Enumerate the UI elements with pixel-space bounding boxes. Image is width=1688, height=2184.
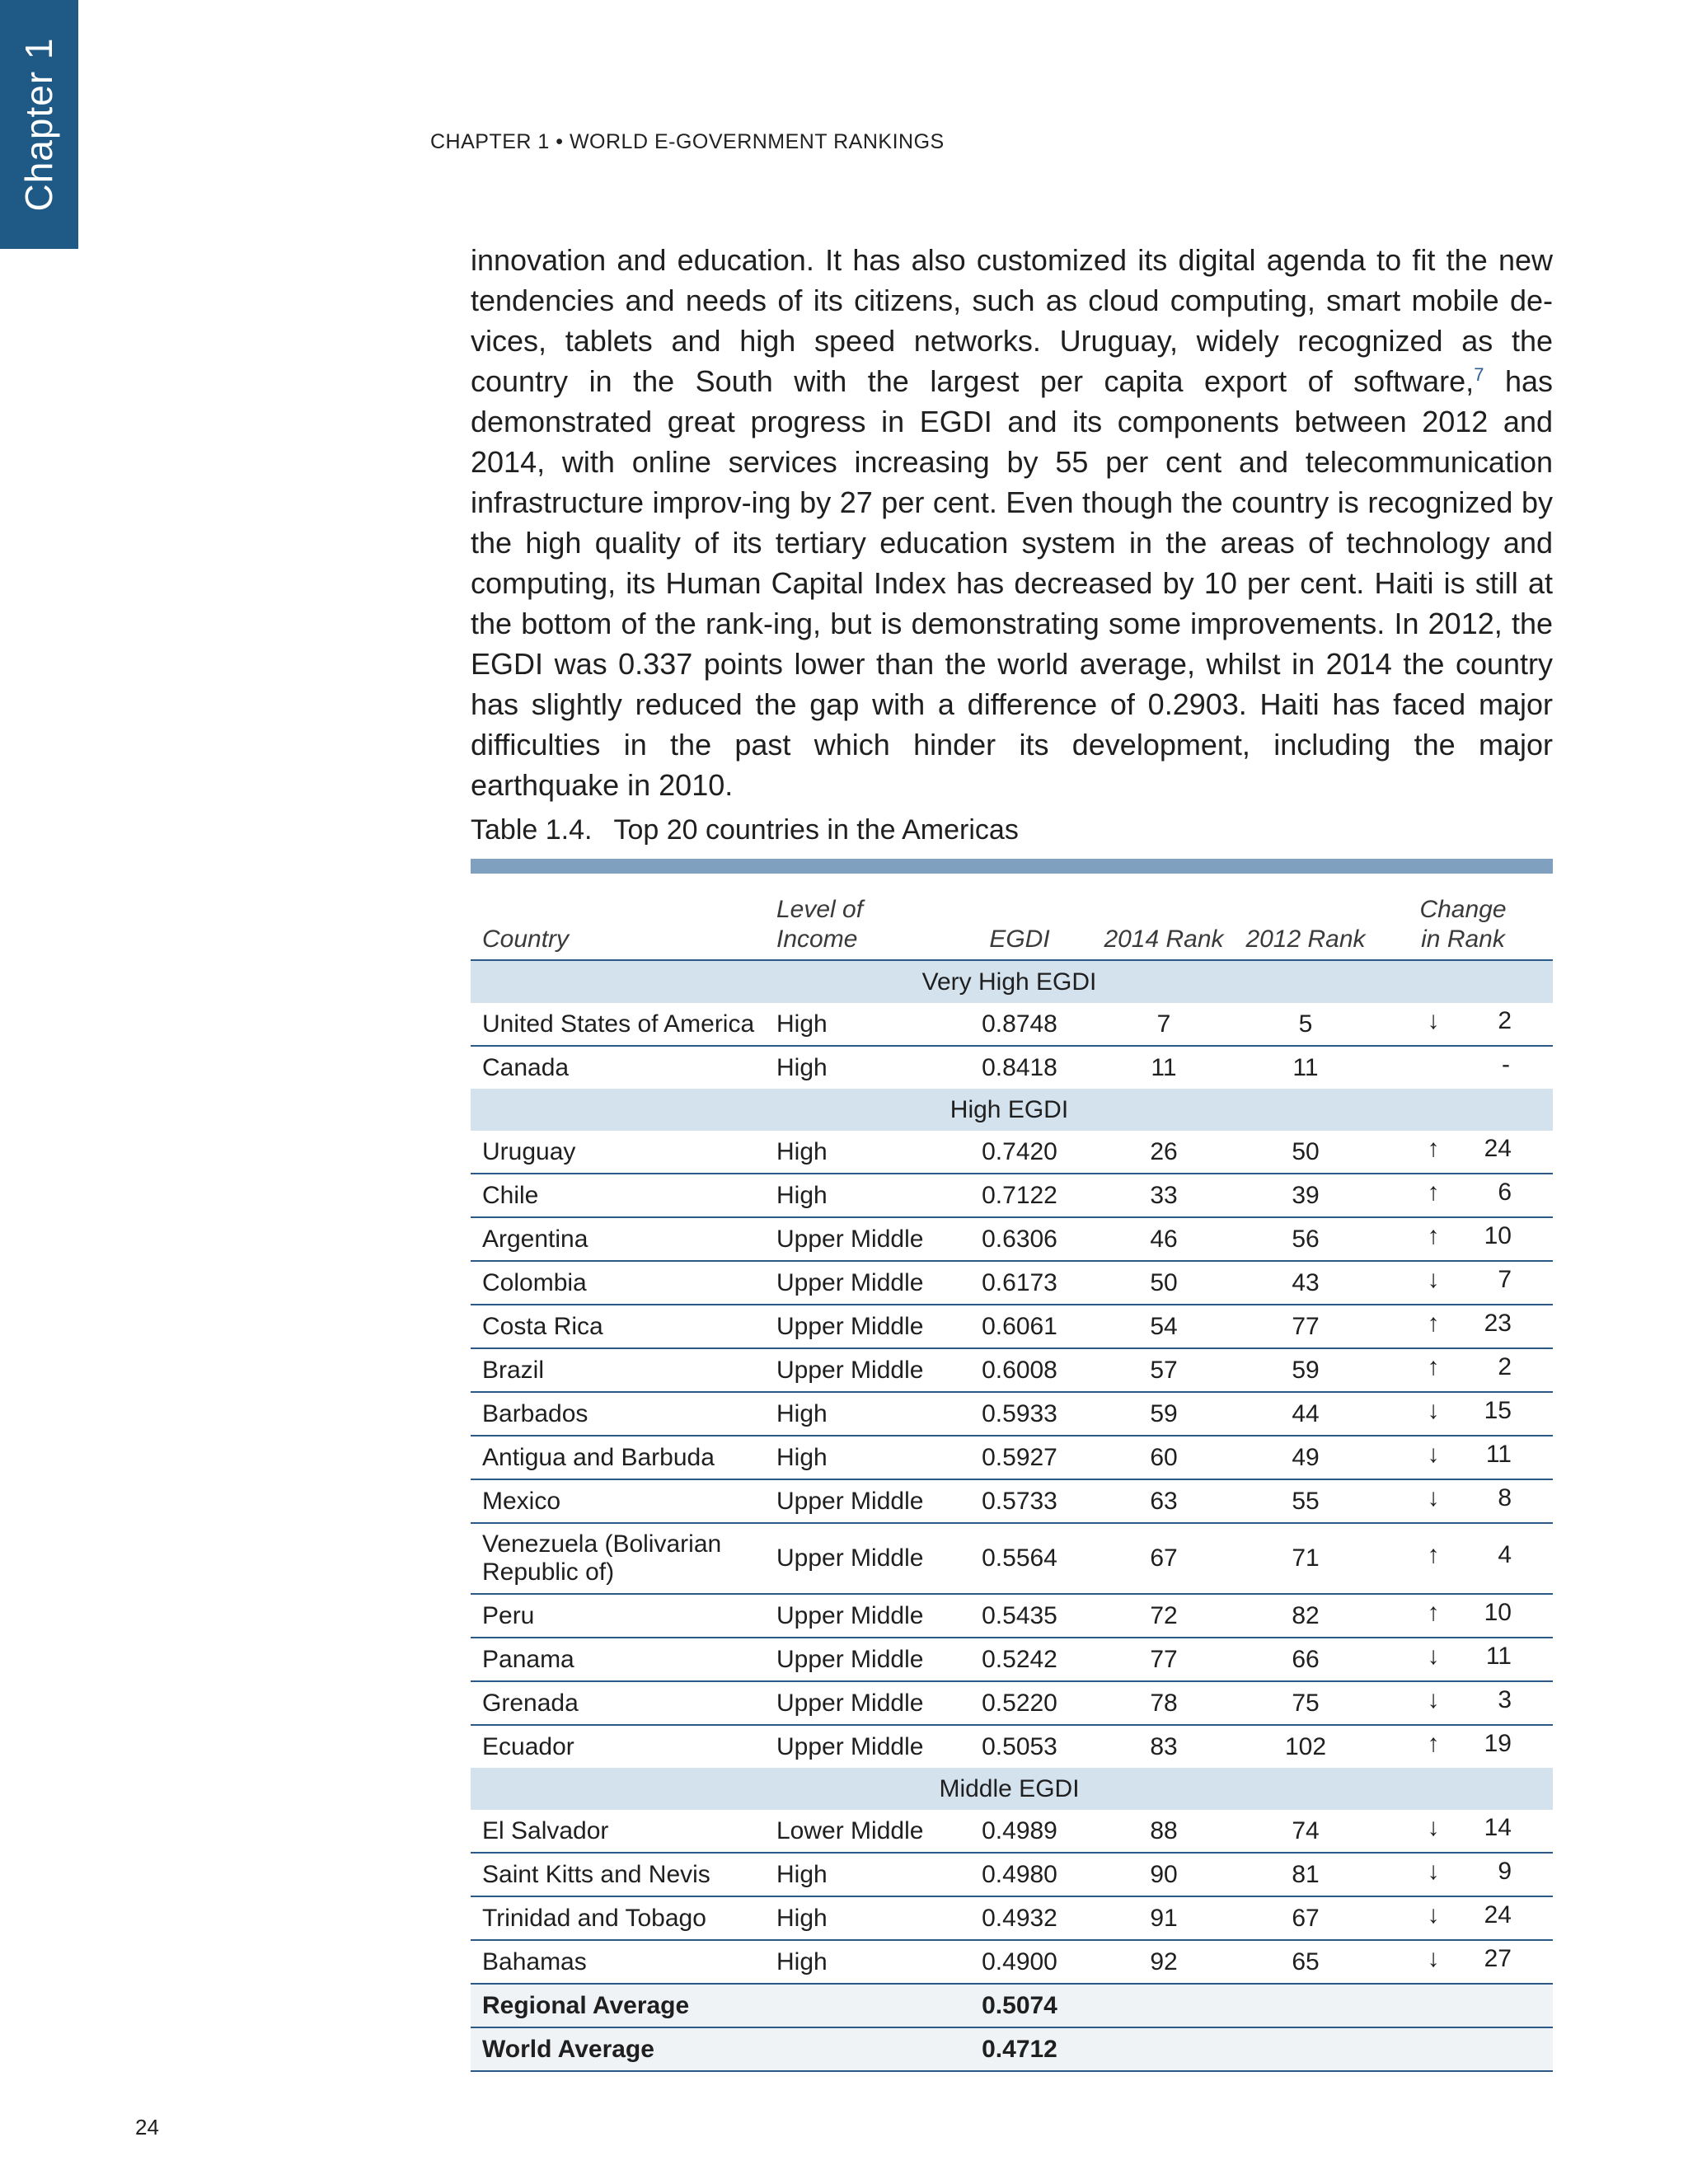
cell-egdi: 0.4932	[950, 1896, 1095, 1940]
cell-country: Antigua and Barbuda	[471, 1436, 765, 1479]
cell-rank-2012: 50	[1238, 1131, 1378, 1174]
cell-rank-2012: 55	[1238, 1479, 1378, 1523]
summary-income-empty	[765, 1984, 950, 2027]
cell-rank-2014: 78	[1095, 1681, 1238, 1725]
summary-row	[471, 1984, 1553, 2027]
change-wrap	[1378, 1686, 1553, 1714]
cell-rank-2014: 92	[1095, 1940, 1238, 1984]
arrow-down-icon: ↓	[1427, 1265, 1440, 1293]
change-value: 2	[1498, 1006, 1512, 1034]
cell-rank-2014: 54	[1095, 1305, 1238, 1348]
change-wrap	[1378, 1266, 1553, 1294]
cell-income: Upper Middle	[765, 1594, 950, 1638]
change-wrap	[1378, 1814, 1553, 1842]
change-value: 11	[1485, 1440, 1512, 1468]
cell-rank-2012: 67	[1238, 1896, 1378, 1940]
change-value: 6	[1498, 1178, 1512, 1206]
summary-income-empty	[765, 2027, 950, 2071]
cell-country: Costa Rica	[471, 1305, 765, 1348]
change-wrap	[1378, 1397, 1553, 1425]
cell-country: Peru	[471, 1594, 765, 1638]
cell-country: Bahamas	[471, 1940, 765, 1984]
change-wrap	[1378, 1541, 1553, 1569]
cell-rank-2014: 11	[1151, 1053, 1177, 1081]
change-value: 23	[1484, 1309, 1512, 1337]
table-caption-title: Top 20 countries in the Americas	[613, 814, 1019, 846]
cell-income: High	[776, 1053, 828, 1081]
summary-empty-2014	[1095, 1984, 1238, 2027]
cell-egdi: 0.4989	[950, 1810, 1095, 1853]
cell-country: Panama	[471, 1638, 765, 1681]
cell-income: Upper Middle	[765, 1261, 950, 1305]
header-country: Country	[471, 874, 765, 960]
table-row	[471, 1638, 1553, 1681]
cell-income: Upper Middle	[765, 1681, 950, 1725]
cell-country: Uruguay	[471, 1131, 765, 1174]
cell-egdi: 0.5053	[982, 1732, 1057, 1760]
change-wrap	[1378, 1730, 1553, 1758]
table-row	[471, 1594, 1553, 1638]
cell-income: Upper Middle	[765, 1217, 950, 1261]
cell-income: High	[765, 1896, 950, 1940]
cell-rank-2014: 7	[1095, 1003, 1238, 1046]
cell-rank-2012: 71	[1238, 1523, 1378, 1594]
table-top-bar	[471, 859, 1553, 874]
change-value: 27	[1484, 1944, 1512, 1972]
table-row	[471, 1046, 1553, 1089]
cell-egdi: 0.5927	[950, 1436, 1095, 1479]
header-change-line-2: in Rank	[1421, 926, 1505, 953]
table-row	[471, 1003, 1553, 1046]
change-value: -	[1502, 1050, 1510, 1078]
cell-rank-2014: 77	[1095, 1638, 1238, 1681]
cell-change	[1378, 1594, 1553, 1638]
cell-egdi: 0.8748	[950, 1003, 1095, 1046]
cell-rank-2012: 59	[1238, 1348, 1378, 1392]
body-text-part-1: innovation and education. It has also customized its digital agenda to fit the new tendencies and needs of its citizens, such as cloud computing, smart mobile de-vices, tablets and high speed networks. Uruguay, widely recognized as the country in the South with the largest per capita export of software,	[471, 243, 1553, 398]
table-caption	[471, 814, 1019, 846]
cell-rank-2014: 26	[1095, 1131, 1238, 1174]
page-number: 24	[135, 2115, 159, 2139]
cell-income: Upper Middle	[765, 1638, 950, 1681]
group-label: Middle EGDI	[471, 1768, 1553, 1810]
cell-income: High	[765, 1174, 950, 1217]
arrow-down-icon: ↓	[1427, 1006, 1440, 1034]
cell-change	[1378, 1638, 1553, 1681]
cell-country: Saint Kitts and Nevis	[471, 1853, 765, 1896]
summary-row	[471, 2027, 1553, 2071]
cell-egdi: 0.5220	[950, 1681, 1095, 1725]
change-wrap	[1378, 1353, 1553, 1381]
summary-egdi: 0.5074	[950, 1984, 1095, 2027]
cell-rank-2014: 59	[1095, 1392, 1238, 1436]
footnote-reference[interactable]: 7	[1474, 364, 1484, 385]
cell-rank-2014: 60	[1095, 1436, 1238, 1479]
header-rank-2012: 2012 Rank	[1238, 874, 1378, 960]
table-row	[471, 1725, 1553, 1768]
cell-change	[1378, 1131, 1553, 1174]
table-row	[471, 1261, 1553, 1305]
change-value: 10	[1484, 1598, 1512, 1626]
running-head: CHAPTER 1 • WORLD E-GOVERNMENT RANKINGS	[430, 130, 945, 153]
summary-empty-2012	[1238, 2027, 1378, 2071]
cell-rank-2012: 39	[1238, 1174, 1378, 1217]
cell-change	[1378, 1217, 1553, 1261]
change-wrap	[1378, 1599, 1553, 1627]
cell-income: High	[765, 1940, 950, 1984]
arrow-up-icon: ↑	[1427, 1598, 1440, 1626]
summary-egdi: 0.4712	[950, 2027, 1095, 2071]
cell-rank-2014: 90	[1095, 1853, 1238, 1896]
cell-egdi: 0.5933	[950, 1392, 1095, 1436]
table-row	[471, 1940, 1553, 1984]
cell-egdi: 0.8418	[982, 1053, 1057, 1081]
chapter-tab-label: Chapter 1	[17, 37, 60, 212]
group-label: Very High EGDI	[471, 960, 1553, 1003]
group-row	[471, 960, 1553, 1003]
arrow-up-icon: ↑	[1427, 1541, 1440, 1568]
summary-empty-2012	[1238, 1984, 1378, 2027]
body-text-part-2: has demonstrated great progress in EGDI and its components between 2012 and 2014, with online services increasing by 55 per cent and telecommunication infrastructure improv-ing by 27 per cent. Even though the country is recognized by the high quality of its tertiary education system in the areas of technology and computing, its Human Capital Index has decreased by 10 per cent. Haiti is still at the bottom of the rank-ing, but is demonstrating some improvements. In 2012, the EGDI was 0.337 points lower than the world average, whilst in 2014 the country has slightly reduced the gap with a difference of 0.2903. Haiti has faced major difficulties in the past which hinder its development, including the major earthquake in 2010.	[471, 364, 1553, 802]
group-row	[471, 1768, 1553, 1810]
cell-change	[1378, 1305, 1553, 1348]
cell-rank-2012: 49	[1238, 1436, 1378, 1479]
change-value: 15	[1484, 1396, 1512, 1424]
cell-rank-2014: 88	[1095, 1810, 1238, 1853]
header-income: Level of Income	[765, 874, 950, 960]
cell-egdi: 0.4980	[950, 1853, 1095, 1896]
table-header-row	[471, 874, 1553, 960]
group-label: High EGDI	[471, 1089, 1553, 1131]
cell-rank-2014: 63	[1095, 1479, 1238, 1523]
cell-rank-2012: 75	[1238, 1681, 1378, 1725]
table-row	[471, 1681, 1553, 1725]
arrow-down-icon: ↓	[1427, 1685, 1440, 1713]
cell-rank-2014: 33	[1095, 1174, 1238, 1217]
cell-income: Upper Middle	[765, 1479, 950, 1523]
arrow-up-icon: ↑	[1427, 1134, 1440, 1162]
summary-empty-change	[1378, 2027, 1553, 2071]
cell-income: High	[765, 1003, 950, 1046]
change-wrap	[1378, 1007, 1553, 1035]
arrow-up-icon: ↑	[1427, 1178, 1440, 1206]
cell-rank-2014: 46	[1095, 1217, 1238, 1261]
cell-country: United States of America	[471, 1003, 765, 1046]
cell-country: Barbados	[471, 1392, 765, 1436]
arrow-down-icon: ↓	[1427, 1813, 1440, 1841]
cell-egdi: 0.5564	[950, 1523, 1095, 1594]
arrow-down-icon: ↓	[1427, 1900, 1440, 1929]
cell-change	[1378, 1479, 1553, 1523]
cell-income: Upper Middle	[765, 1305, 950, 1348]
table-row	[471, 1810, 1553, 1853]
cell-egdi: 0.7420	[950, 1131, 1095, 1174]
table-row	[471, 1217, 1553, 1261]
change-wrap	[1378, 1484, 1553, 1512]
cell-rank-2012: 11	[1292, 1053, 1319, 1081]
cell-egdi: 0.7122	[950, 1174, 1095, 1217]
cell-egdi: 0.6061	[950, 1305, 1095, 1348]
cell-egdi: 0.6173	[950, 1261, 1095, 1305]
cell-rank-2012: 65	[1238, 1940, 1378, 1984]
table-row	[471, 1131, 1553, 1174]
arrow-down-icon: ↓	[1427, 1944, 1440, 1972]
table-row	[471, 1392, 1553, 1436]
cell-country: El Salvador	[471, 1810, 765, 1853]
arrow-down-icon: ↓	[1427, 1440, 1440, 1468]
header-change-line-1: Change	[1419, 896, 1507, 923]
header-rank-2014: 2014 Rank	[1095, 874, 1238, 960]
table-row	[471, 1479, 1553, 1523]
arrow-up-icon: ↑	[1427, 1352, 1440, 1380]
summary-label: World Average	[471, 2027, 765, 2071]
cell-change	[1378, 1810, 1553, 1853]
cell-country: Mexico	[471, 1479, 765, 1523]
change-value: 8	[1498, 1483, 1512, 1511]
cell-rank-2012: 81	[1238, 1853, 1378, 1896]
change-wrap	[1378, 1441, 1553, 1469]
table-row	[471, 1305, 1553, 1348]
change-value: 11	[1485, 1642, 1512, 1670]
chapter-tab	[0, 0, 78, 249]
change-value: 9	[1498, 1857, 1512, 1885]
cell-country: Venezuela (Bolivarian Republic of)	[471, 1523, 765, 1594]
cell-egdi: 0.5435	[950, 1594, 1095, 1638]
table-row	[471, 1523, 1553, 1594]
arrow-down-icon: ↓	[1427, 1642, 1440, 1670]
cell-country: Brazil	[471, 1348, 765, 1392]
arrow-down-icon: ↓	[1427, 1483, 1440, 1511]
cell-rank-2012: 66	[1238, 1638, 1378, 1681]
cell-income: Upper Middle	[765, 1523, 950, 1594]
cell-egdi: 0.5242	[950, 1638, 1095, 1681]
summary-empty-2014	[1095, 2027, 1238, 2071]
summary-label: Regional Average	[471, 1984, 765, 2027]
cell-country: Chile	[471, 1174, 765, 1217]
cell-rank-2014: 91	[1095, 1896, 1238, 1940]
cell-egdi: 0.4900	[950, 1940, 1095, 1984]
cell-rank-2014: 67	[1095, 1523, 1238, 1594]
arrow-up-icon: ↑	[1427, 1729, 1440, 1757]
cell-rank-2012: 102	[1284, 1732, 1327, 1760]
cell-rank-2012: 77	[1238, 1305, 1378, 1348]
cell-egdi: 0.5733	[950, 1479, 1095, 1523]
cell-income: Upper Middle	[765, 1348, 950, 1392]
table-row	[471, 1174, 1553, 1217]
table-row	[471, 1896, 1553, 1940]
cell-change	[1378, 1261, 1553, 1305]
cell-country: Trinidad and Tobago	[471, 1896, 765, 1940]
group-row	[471, 1089, 1553, 1131]
change-wrap	[1378, 1310, 1553, 1338]
cell-rank-2012: 56	[1238, 1217, 1378, 1261]
change-wrap	[1378, 1643, 1553, 1671]
cell-country: Ecuador	[482, 1732, 574, 1760]
change-wrap	[1378, 1179, 1553, 1207]
cell-change	[1378, 1003, 1553, 1046]
change-wrap	[1378, 1135, 1553, 1163]
cell-rank-2014: 72	[1095, 1594, 1238, 1638]
cell-egdi: 0.6306	[950, 1217, 1095, 1261]
cell-change	[1378, 1523, 1553, 1594]
cell-country: Grenada	[471, 1681, 765, 1725]
cell-rank-2012: 44	[1238, 1392, 1378, 1436]
cell-change	[1378, 1348, 1553, 1392]
summary-empty-change	[1378, 1984, 1553, 2027]
cell-income: Lower Middle	[765, 1810, 950, 1853]
header-egdi: EGDI	[950, 874, 1095, 960]
arrow-up-icon: ↑	[1427, 1221, 1440, 1249]
change-value: 24	[1484, 1134, 1512, 1162]
cell-rank-2014: 57	[1095, 1348, 1238, 1392]
cell-rank-2012: 5	[1238, 1003, 1378, 1046]
cell-country: Colombia	[471, 1261, 765, 1305]
cell-change	[1378, 1436, 1553, 1479]
cell-egdi: 0.6008	[950, 1348, 1095, 1392]
cell-rank-2012: 82	[1238, 1594, 1378, 1638]
body-paragraph	[471, 240, 1553, 805]
table-body	[471, 960, 1553, 2071]
countries-table	[471, 874, 1553, 2072]
change-wrap	[1378, 1901, 1553, 1929]
change-value: 14	[1484, 1813, 1512, 1841]
cell-income: High	[765, 1392, 950, 1436]
cell-income: Upper Middle	[776, 1732, 924, 1760]
cell-country: Canada	[482, 1053, 570, 1081]
table-row	[471, 1348, 1553, 1392]
table-row	[471, 1436, 1553, 1479]
cell-change	[1378, 1681, 1553, 1725]
header-change	[1378, 874, 1553, 960]
cell-rank-2012: 74	[1238, 1810, 1378, 1853]
change-value: 7	[1498, 1265, 1512, 1293]
change-value: 24	[1484, 1900, 1512, 1929]
cell-change	[1378, 1174, 1553, 1217]
change-wrap	[1378, 1945, 1553, 1973]
change-wrap	[1378, 1051, 1553, 1079]
change-value: 2	[1498, 1352, 1512, 1380]
change-value: 19	[1484, 1729, 1512, 1757]
arrow-down-icon: ↓	[1427, 1857, 1440, 1885]
cell-change	[1378, 1940, 1553, 1984]
cell-change	[1378, 1046, 1553, 1089]
table-caption-number: Table 1.4.	[471, 814, 593, 846]
change-value: 3	[1498, 1685, 1512, 1713]
change-wrap	[1378, 1222, 1553, 1250]
cell-rank-2014: 83	[1150, 1732, 1178, 1760]
change-value: 4	[1498, 1541, 1512, 1568]
arrow-up-icon: ↑	[1427, 1309, 1440, 1337]
cell-change	[1378, 1896, 1553, 1940]
cell-income: High	[765, 1131, 950, 1174]
cell-country: Argentina	[471, 1217, 765, 1261]
cell-income: High	[765, 1436, 950, 1479]
change-value: 10	[1484, 1221, 1512, 1249]
arrow-down-icon: ↓	[1427, 1396, 1440, 1424]
table-row	[471, 1853, 1553, 1896]
cell-change	[1378, 1853, 1553, 1896]
cell-change	[1378, 1392, 1553, 1436]
cell-rank-2012: 43	[1238, 1261, 1378, 1305]
cell-rank-2014: 50	[1095, 1261, 1238, 1305]
cell-income: High	[765, 1853, 950, 1896]
change-wrap	[1378, 1858, 1553, 1886]
cell-change	[1378, 1725, 1553, 1768]
